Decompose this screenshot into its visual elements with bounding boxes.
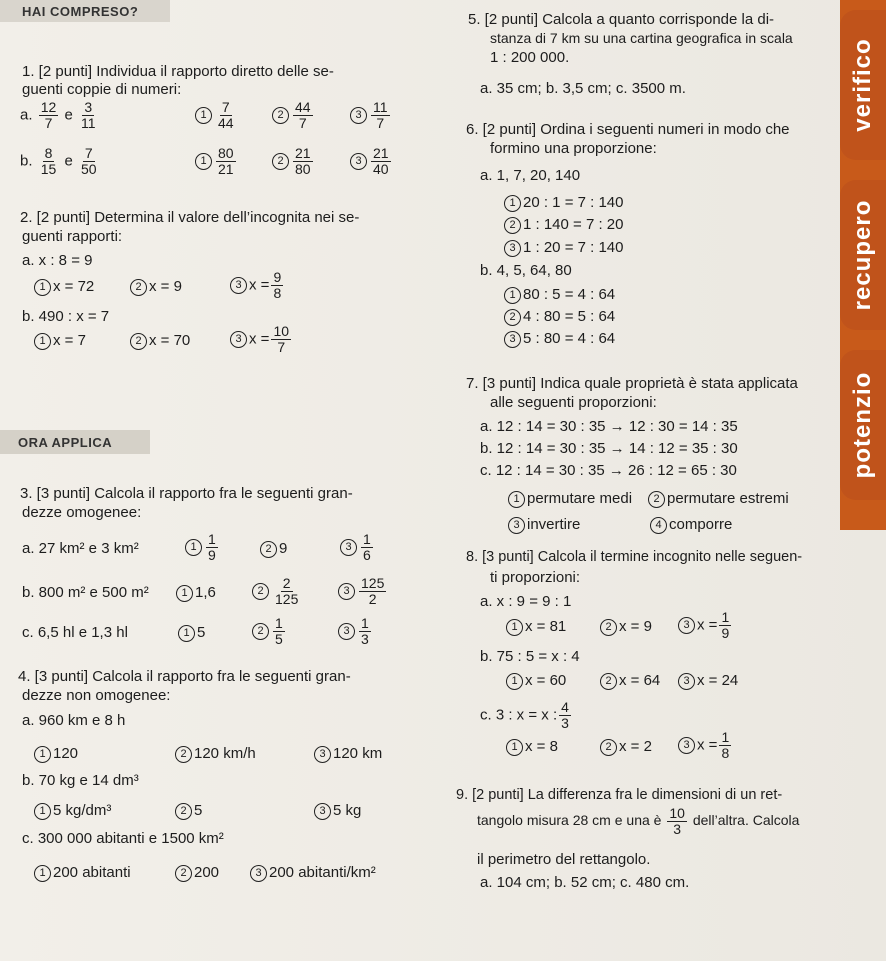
q7-title: 7. [3 punti] Indica quale proprietà è stata applicata	[466, 375, 798, 392]
q5-title-3: 1 : 200 000.	[490, 49, 570, 66]
q1-a: a. $\frac{12}{7}$ e $\frac{3}{11}$	[20, 99, 96, 131]
q1-b-option-2[interactable]: 2 $\frac{21}{80}$	[272, 146, 315, 177]
q3-a-option-1[interactable]: 1 $\frac{1}{9}$	[185, 532, 220, 563]
q3-c-option-2[interactable]: 2 $\frac{1}{5}$	[252, 616, 287, 647]
q6-a: a. 1, 7, 20, 140	[480, 167, 581, 184]
q1-b: b. $\frac{8}{15}$ e $\frac{7}{50}$	[20, 145, 97, 177]
q6-title-2: formino una proporzione:	[490, 140, 657, 157]
q4-b-option-1[interactable]: 1 5 kg/dm³	[34, 802, 111, 820]
header-ora-applica: ORA APPLICA	[18, 435, 113, 450]
q1-title-2: guenti coppie di numeri:	[22, 81, 182, 98]
q3-c-option-3[interactable]: 3 $\frac{1}{3}$	[338, 616, 373, 647]
q2-title: 2. [2 punti] Determina il valore dell’incognita nei se-	[20, 209, 360, 226]
side-tab-recupero: recupero	[840, 180, 886, 330]
q8-b-option-2[interactable]: 2 x = 64	[600, 672, 660, 690]
q3-b-option-2[interactable]: 2 $\frac{2}{125}$	[252, 576, 302, 607]
q3-c-option-1[interactable]: 1 5	[178, 624, 205, 642]
q8-b-option-1[interactable]: 1 x = 60	[506, 672, 566, 690]
q7-a: a. 12 : 14 = 30 : 35 → 12 : 30 = 14 : 35	[480, 418, 738, 435]
q2-a-option-3[interactable]: 3 x = $\frac{9}{8}$	[230, 270, 285, 301]
q4-title-2: dezze non omogenee:	[22, 687, 171, 704]
q3-a-option-3[interactable]: 3 $\frac{1}{6}$	[340, 532, 375, 563]
q8-c-option-2[interactable]: 2 x = 2	[600, 738, 652, 756]
q4-b-option-3[interactable]: 3 5 kg	[314, 802, 361, 820]
q1-b-option-1[interactable]: 1 $\frac{80}{21}$	[195, 146, 238, 177]
q8-title-2: ti proporzioni:	[490, 569, 581, 586]
q2-b-option-1[interactable]: 1 x = 7	[34, 332, 86, 350]
q2-a-option-2[interactable]: 2 x = 9	[130, 278, 182, 296]
q9-options[interactable]: a. 104 cm; b. 52 cm; c. 480 cm.	[480, 874, 690, 891]
q4-a-option-2[interactable]: 2 120 km/h	[175, 745, 256, 763]
q6-a-option-3[interactable]: 3 1 : 20 = 7 : 140	[504, 239, 624, 257]
q5-title: 5. [2 punti] Calcola a quanto corrisponde la di-	[468, 11, 775, 28]
side-tab-potenzio: potenzio	[840, 350, 886, 500]
q6-a-option-1[interactable]: 1 20 : 1 = 7 : 140	[504, 194, 624, 212]
q6-a-option-2[interactable]: 2 1 : 140 = 7 : 20	[504, 216, 624, 234]
q4-c-option-1[interactable]: 1 200 abitanti	[34, 864, 131, 882]
q8-a-option-2[interactable]: 2 x = 9	[600, 618, 652, 636]
side-tab-verifico: verifico	[840, 10, 886, 160]
q8-b-option-3[interactable]: 3 x = 24	[678, 672, 738, 690]
q2-title-2: guenti rapporti:	[22, 228, 123, 245]
q3-b-option-3[interactable]: 3 $\frac{125}{2}$	[338, 576, 388, 607]
q4-c-option-2[interactable]: 2 200	[175, 864, 219, 882]
q6-b-option-2[interactable]: 2 4 : 80 = 5 : 64	[504, 308, 615, 326]
q9-line-2: tangolo misura 28 cm e una è $\frac{10}{3}$ dell’altra. Calcola	[477, 805, 800, 837]
header-hai-compreso: HAI COMPRESO?	[22, 4, 139, 19]
q4-a: a. 960 km e 8 h	[22, 712, 126, 729]
q1-title: 1. [2 punti] Individua il rapporto diretto delle se-	[22, 63, 334, 80]
q8-c: c. 3 : x = x : $\frac{4}{3}$	[480, 699, 569, 731]
q2-b: b. 490 : x = 7	[22, 308, 110, 325]
q4-b: b. 70 kg e 14 dm³	[22, 772, 139, 789]
q3-title-2: dezze omogenee:	[22, 504, 142, 521]
q2-b-option-2[interactable]: 2 x = 70	[130, 332, 190, 350]
q3-a-option-2[interactable]: 2 9	[260, 540, 287, 558]
q8-c-option-3[interactable]: 3 x = $\frac{1}{8}$	[678, 730, 733, 761]
q3-title: 3. [3 punti] Calcola il rapporto fra le seguenti gran-	[20, 485, 353, 502]
q1-a-option-1[interactable]: 1 $\frac{7}{44}$	[195, 100, 238, 131]
q4-a-option-3[interactable]: 3 120 km	[314, 745, 382, 763]
q8-title: 8. [3 punti] Calcola il termine incognito nelle seguen-	[466, 549, 803, 565]
q6-b-option-3[interactable]: 3 5 : 80 = 4 : 64	[504, 330, 615, 348]
q4-a-option-1[interactable]: 1 120	[34, 745, 78, 763]
q7-option-2[interactable]: 2 permutare estremi	[648, 490, 789, 508]
q7-option-1[interactable]: 1 permutare medi	[508, 490, 632, 508]
q8-c-option-1[interactable]: 1 x = 8	[506, 738, 558, 756]
q3-b-option-1[interactable]: 1 1,6	[176, 584, 216, 602]
q5-options[interactable]: a. 35 cm; b. 3,5 cm; c. 3500 m.	[480, 80, 686, 97]
q5-title-2: stanza di 7 km su una cartina geografica in scala	[490, 30, 793, 46]
q3-a: a. 27 km² e 3 km²	[22, 540, 139, 557]
q4-title: 4. [3 punti] Calcola il rapporto fra le seguenti gran-	[18, 668, 351, 685]
q3-b: b. 800 m² e 500 m²	[22, 584, 149, 601]
q3-c: c. 6,5 hl e 1,3 hl	[22, 624, 128, 641]
q7-c: c. 12 : 14 = 30 : 35 → 26 : 12 = 65 : 30	[480, 462, 737, 479]
q1-b-option-3[interactable]: 3 $\frac{21}{40}$	[350, 146, 393, 177]
q6-b: b. 4, 5, 64, 80	[480, 262, 572, 279]
q6-title: 6. [2 punti] Ordina i seguenti numeri in modo che	[466, 121, 790, 138]
q6-b-option-1[interactable]: 1 80 : 5 = 4 : 64	[504, 286, 615, 304]
q8-a: a. x : 9 = 9 : 1	[480, 593, 572, 610]
q9-line-3: il perimetro del rettangolo.	[477, 851, 651, 868]
q8-a-option-1[interactable]: 1 x = 81	[506, 618, 566, 636]
q7-option-3[interactable]: 3 invertire	[508, 516, 580, 534]
q4-b-option-2[interactable]: 2 5	[175, 802, 202, 820]
q2-a-option-1[interactable]: 1 x = 72	[34, 278, 94, 296]
q2-a: a. x : 8 = 9	[22, 252, 93, 269]
q7-title-2: alle seguenti proporzioni:	[490, 394, 657, 411]
q1-a-option-2[interactable]: 2 $\frac{44}{7}$	[272, 100, 315, 131]
q7-option-4[interactable]: 4 comporre	[650, 516, 732, 534]
q8-a-option-3[interactable]: 3 x = $\frac{1}{9}$	[678, 610, 733, 641]
q7-b: b. 12 : 14 = 30 : 35 → 14 : 12 = 35 : 30	[480, 440, 738, 457]
q2-b-option-3[interactable]: 3 x = $\frac{10}{7}$	[230, 324, 293, 355]
q1-a-option-3[interactable]: 3 $\frac{11}{7}$	[350, 100, 392, 131]
q9-title: 9. [2 punti] La differenza fra le dimensioni di un ret-	[456, 787, 783, 803]
q4-c-option-3[interactable]: 3 200 abitanti/km²	[250, 864, 376, 882]
q4-c: c. 300 000 abitanti e 1500 km²	[22, 830, 224, 847]
q8-b: b. 75 : 5 = x : 4	[480, 648, 580, 665]
